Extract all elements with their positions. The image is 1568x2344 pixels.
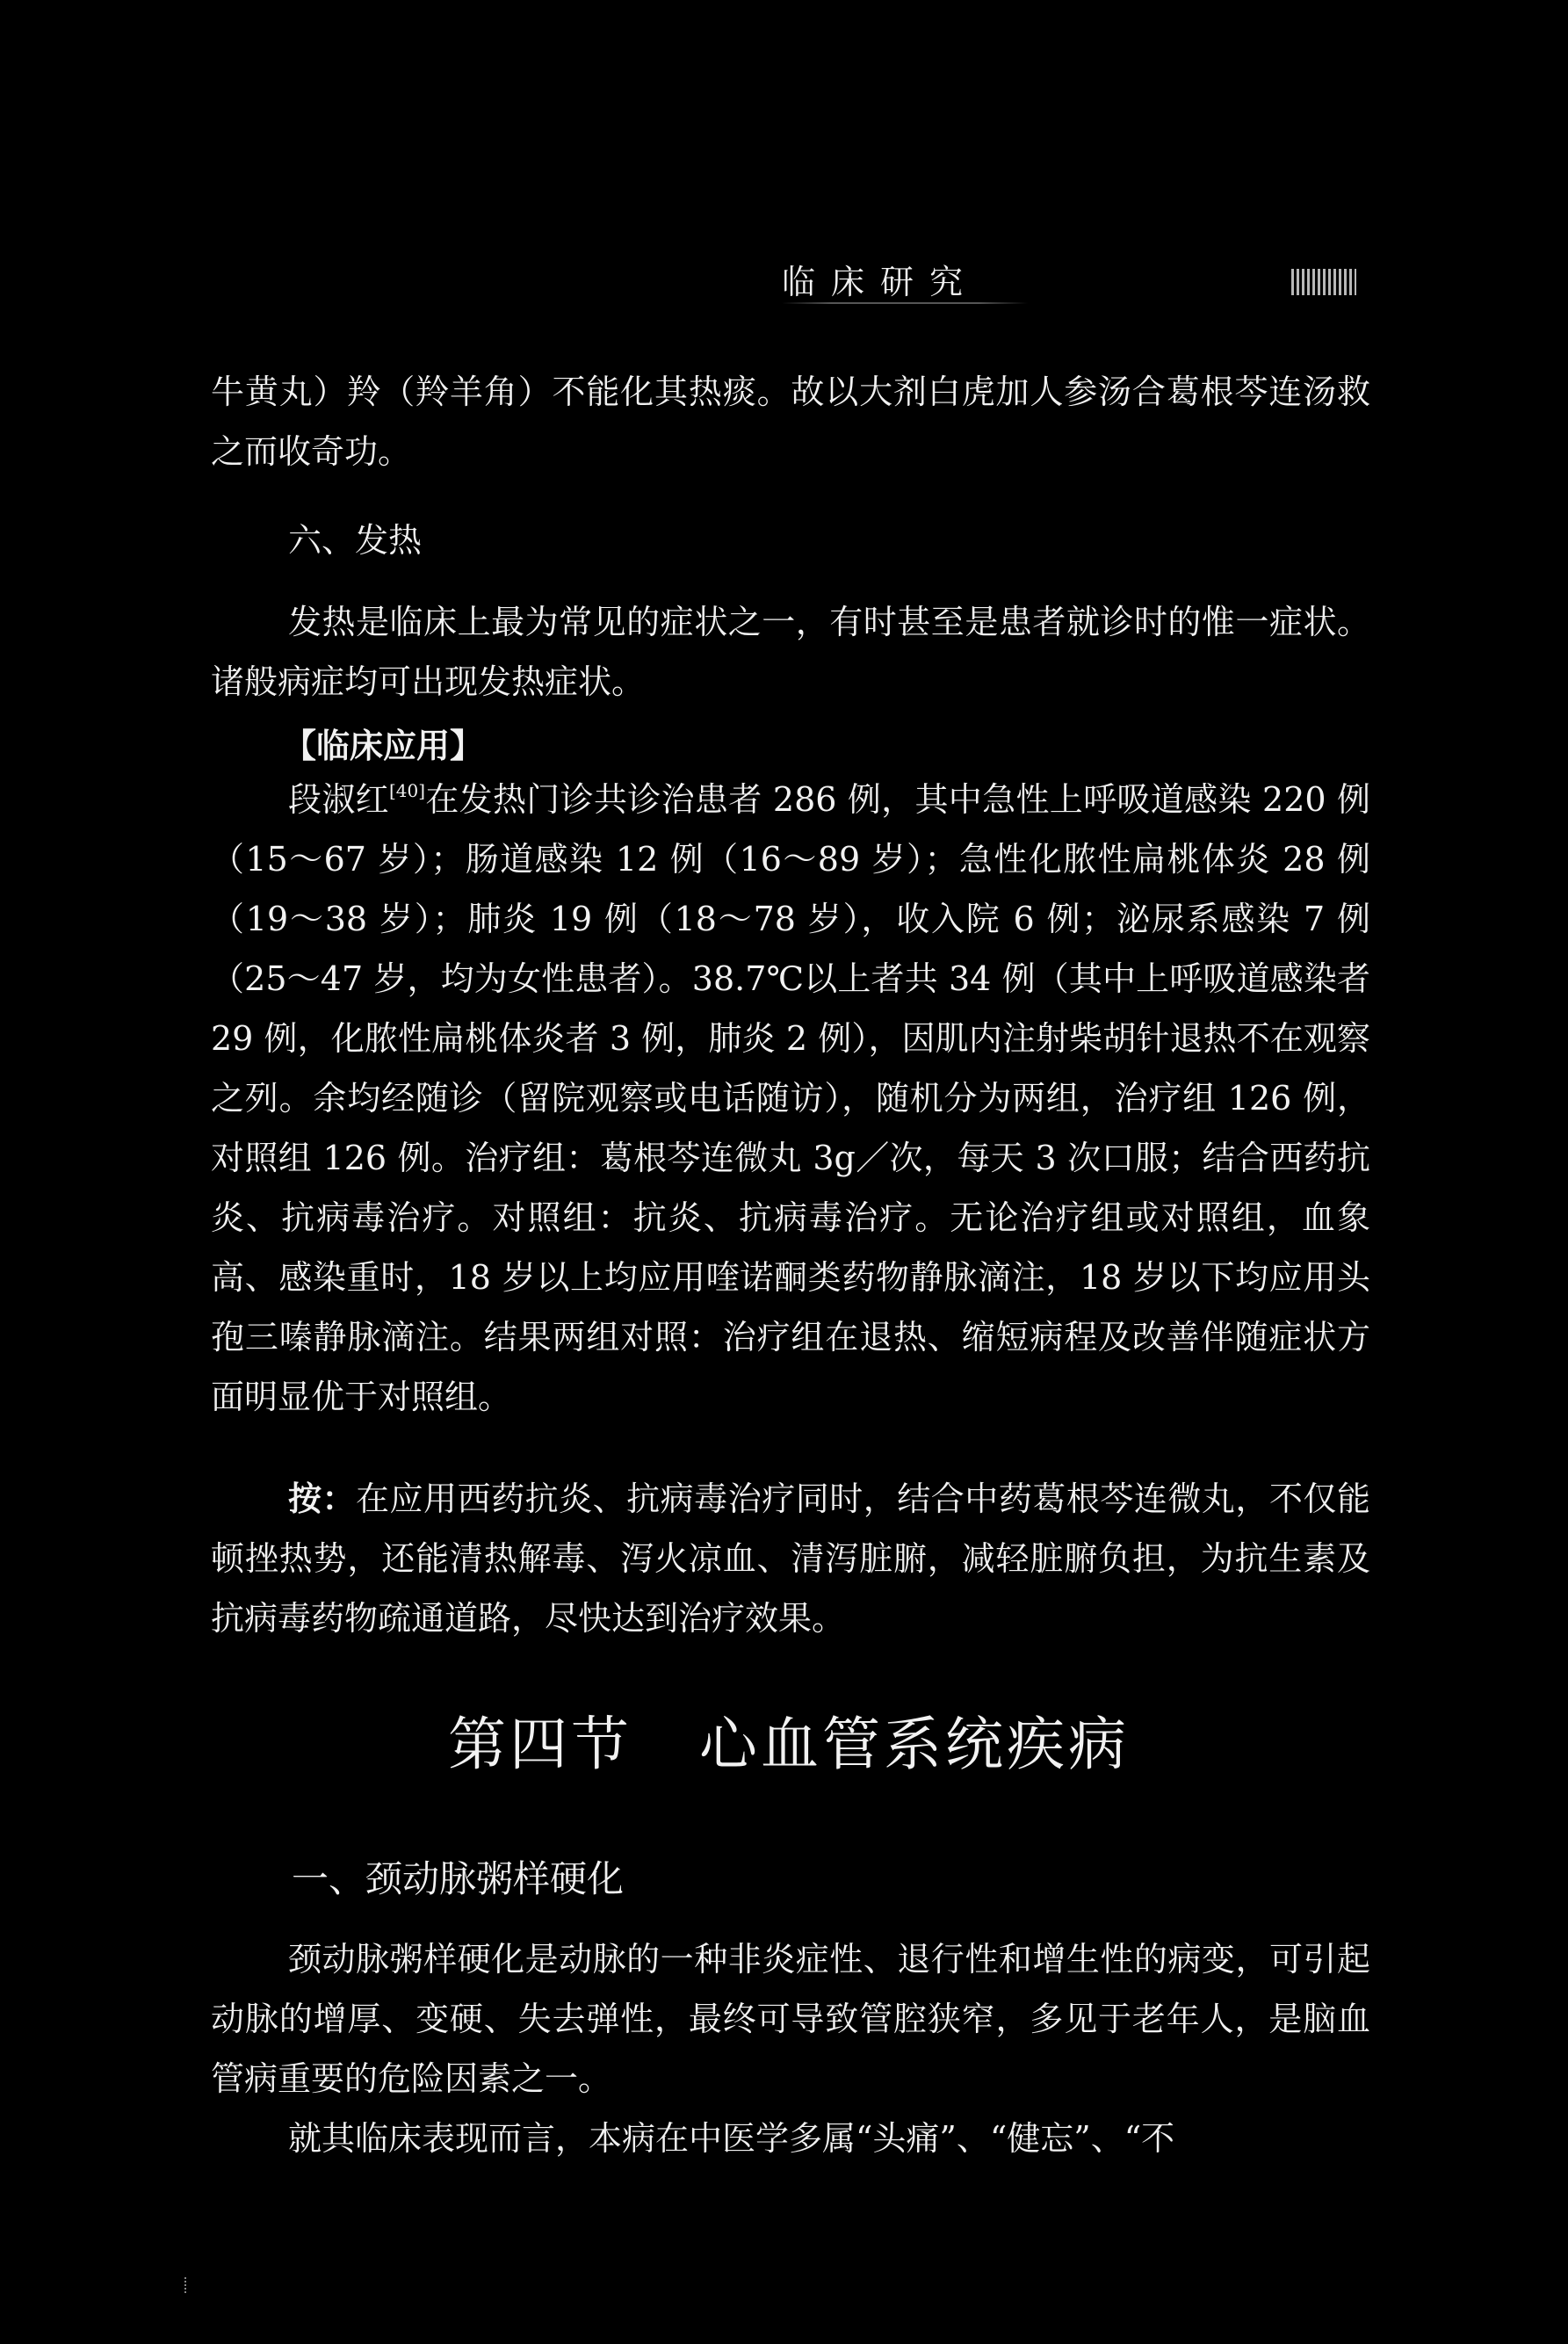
paragraph-note (211, 1469, 1370, 1648)
case-author: 段淑红 (288, 780, 389, 819)
citation-ref: [40] (388, 780, 426, 801)
heading-fever: 六、发热 (288, 521, 423, 560)
header-rule (782, 302, 1028, 304)
section-number: 第四节 (448, 1711, 632, 1778)
section-title (448, 1697, 1130, 1781)
paragraph-fever: 发热是临床上最为常见的症状之一，有时甚至是患者就诊时的惟一症状。诸般病症均可出现发热症状。 (211, 603, 1370, 701)
running-header: 临床研究 (782, 263, 979, 301)
heading-clinical-application: 【临床应用】 (283, 727, 484, 765)
subsection-heading: 一、颈动脉粥样硬化 (292, 1857, 625, 1900)
paragraph-intro: 牛黄丸）羚（羚羊角）不能化其热痰。故以大剂白虎加人参汤合葛根芩连汤救之而收奇功。 (211, 373, 1370, 471)
note-body: 在应用西药抗炎、抗病毒治疗同时，结合中药葛根芩连微丸，不仅能顿挫热势，还能清热解毒、泻火凉血、清泻脏腑，减轻脏腑负担，为抗生素及抗病毒药物疏通道路，尽快达到治疗效果。 (211, 1479, 1370, 1638)
paragraph-definition: 颈动脉粥样硬化是动脉的一种非炎症性、退行性和增生性的病变，可引起动脉的增厚、变硬、失去弹性，最终可导致管腔狭窄，多见于老年人，是脑血管病重要的危险因素之一。 (211, 1940, 1370, 2098)
case-body: 在发热门诊共诊治患者 286 例，其中急性上呼吸道感染 220 例（15～67 岁）；肠道感染 12 例（16～89 岁）；急性化脓性扁桃体炎 28 例（19～38 岁）；肺炎 19 例（18～78 岁），收入院 6 例；泌尿系感染 7 例（25～47 岁，均为女性患者）。38.7℃以上者共 34 例（其中上呼吸道感染者 29 例，化脓性扁桃体炎者 3 例，肺炎 2 例），因肌内注射柴胡针退热不在观察之列。余均经随诊（留院观察或电话随访），随机分为两组，治疗组 126 例，对照组 126 例。治疗组：葛根芩连微丸 3g／次，每天 3 次口服；结合西药抗炎、抗病毒治疗。对照组：抗炎、抗病毒治疗。无论治疗组或对照组，血象高、感染重时，18 岁以上均应用喹诺酮类药物静脉滴注，18 岁以下均应用头孢三嗪静脉滴注。结果两组对照：治疗组在退热、缩短病程及改善伴随症状方面明显优于对照组。 (211, 780, 1370, 1416)
paragraph-clinical-case (211, 770, 1370, 1427)
header-ornament (1291, 269, 1356, 295)
paragraph-tcm: 就其临床表现而言，本病在中医学多属“头痛”、“健忘”、“不 (288, 2119, 1175, 2158)
section-name: 心血管系统疾病 (699, 1711, 1130, 1778)
scan-mark (184, 2277, 191, 2293)
note-label: 按： (288, 1479, 357, 1518)
